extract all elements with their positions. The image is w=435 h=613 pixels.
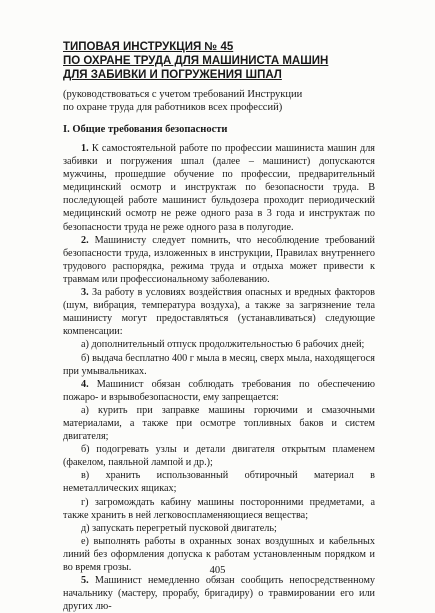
- paragraph: [63, 286, 375, 338]
- paragraph-number: 1.: [81, 143, 89, 154]
- title-line: ТИПОВАЯ ИНСТРУКЦИЯ № 45: [63, 41, 234, 53]
- list-item-text: в) хранить использованный обтирочный материал в неметаллических ящиках;: [63, 470, 375, 495]
- list-item-text: д) запускать перегретый пусковой двигатель;: [81, 522, 277, 534]
- document-body: [63, 142, 375, 613]
- paragraph-number: 4.: [81, 378, 89, 390]
- paragraph-number: 2.: [81, 234, 89, 246]
- subtitle-line: по охране труда для работников всех профессий): [63, 102, 283, 114]
- paragraph: [63, 574, 375, 613]
- section-heading: I. Общие требования безопасности: [63, 124, 228, 135]
- paragraph-text: К самостоятельной работе по профессии машиниста машин для забивки и погружения шпал (далее – машинист) допускаются мужчины, прошедшие обучение по профессии, предварительный медицинский осмотр и инструктаж по безопасности труда. В последующей работе машинист бульдозера проходит периодический медицинский осмотр не реже одного раза в 3 года и инструктаж по безопасности труда не реже одного раза в полугодие.: [63, 143, 375, 233]
- list-item-text: б) подогревать узлы и детали двигателя открытым пламенем (факелом, паяльной лампой и др.);: [63, 444, 375, 469]
- paragraph: [63, 234, 375, 286]
- subtitle-line: (руководствоваться с учетом требований Инструкции: [63, 89, 303, 100]
- title-line: ПО ОХРАНЕ ТРУДА ДЛЯ МАШИНИСТА МАШИН: [63, 55, 329, 68]
- page-number: 405: [209, 565, 226, 576]
- list-item: [63, 522, 375, 535]
- list-item: [63, 338, 375, 351]
- list-item: [63, 496, 375, 522]
- paragraph-number: 3.: [81, 287, 89, 299]
- paragraph-text: Машинисту следует помнить, что несоблюдение требований безопасности труда, изложенных в инструкции, Правилах внутреннего трудового распорядка, режима труда и отдыха может привести к травмам или профессиональному заболеванию.: [63, 234, 375, 285]
- paragraph-text: Машинист обязан соблюдать требования по обеспечению пожаро- и взрывобезопасности, ему запрещается:: [63, 378, 375, 403]
- list-item-text: а) дополнительный отпуск продолжительностью 6 рабочих дней;: [81, 339, 365, 351]
- paragraph: [63, 142, 375, 234]
- list-item: [63, 469, 375, 495]
- list-item-text: б) выдача бесплатно 400 г мыла в месяц, сверх мыла, находящегося при умывальниках.: [63, 352, 375, 377]
- list-item-text: а) курить при заправке машины горючими и смазочными материалами, а также при осмотре топливных баков и систем двигателя;: [63, 404, 375, 443]
- paragraph-number: 5.: [81, 575, 89, 587]
- document-subtitle: [63, 88, 383, 114]
- list-item-text: г) загромождать кабину машины посторонними предметами, а также хранить в ней легковоспламеняющиеся вещества;: [63, 496, 375, 521]
- paragraph: [63, 378, 375, 404]
- title-line: ДЛЯ ЗАБИВКИ И ПОГРУЖЕНИЯ ШПАЛ: [63, 69, 282, 82]
- list-item: [63, 404, 375, 443]
- list-item: [63, 352, 375, 378]
- paragraph-text: За работу в условиях воздействия опасных и вредных факторов (шум, вибрация, температура воздуха), а также за загрязнение тела машинисту могут предоставляться (устанавливаться) следующие компенсации:: [63, 287, 375, 338]
- paragraph-text: Машинист немедленно обязан сообщить непосредственному начальнику (мастеру, прорабу, бригадиру) о травмировании его или других лю-: [63, 575, 375, 613]
- list-item: [63, 443, 375, 469]
- document-title: [63, 40, 383, 83]
- list-item-text: е) выполнять работы в охранных зонах воздушных и кабельных линий без оформления допуска к работам установленным порядком и во время грозы.: [63, 535, 375, 573]
